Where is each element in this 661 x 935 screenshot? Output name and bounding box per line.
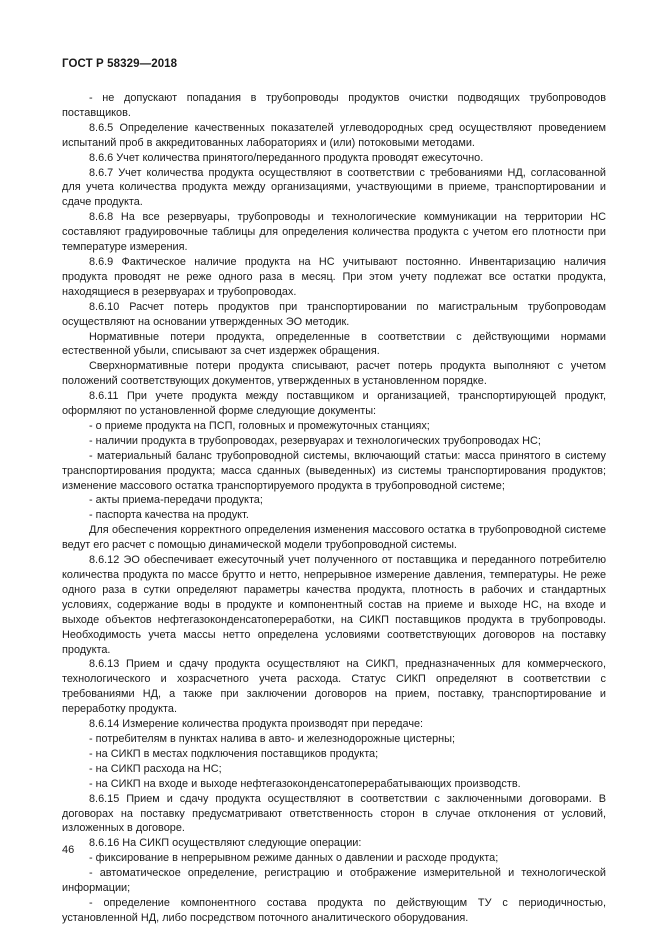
paragraph: 8.6.11 При учете продукта между поставщиком и организацией, транспортирующей продукт, оформляют по установленной форме следующие документы: <box>62 390 606 418</box>
list-item: - фиксирование в непрерывном режиме данных о давлении и расходе продукта; <box>89 852 499 865</box>
paragraph: 8.6.12 ЭО обеспечивает ежесуточный учет полученного от поставщика и переданного потребителю количества продукта по массе брутто и нетто, непрерывное измерение давления, температуры. Не реже одного раза в сутки определяют параметры качества продукта, плотность в рабочих и стандартных условиях, содержание воды в продукте и компонентный состав на приеме и выходе НС, на входе и выходе объектов нефтегазоконденсатопереработки, на СИКП поставщиков продукта в трубопроводы. Необходимость учета массы нетто определена условиями соответствующих договоров на поставку продукта. <box>62 554 606 656</box>
paragraph: 8.6.8 На все резервуары, трубопроводы и технологические коммуникации на территории НС составляют градуировочные таблицы для определения количества продукта с учетом его плотности при температуре измерения. <box>62 211 606 254</box>
paragraph: 8.6.14 Измерение количества продукта производят при передаче: <box>89 718 424 731</box>
list-item: - о приеме продукта на ПСП, головных и промежуточных станциях; <box>89 419 430 432</box>
list-item: - материальный баланс трубопроводной системы, включающий статьи: масса принятого в систему транспортирования продукта; масса сданных (выведенных) из системы транспортирования продуктов; изменение массового остатка транспортируемого продукта в трубопроводной системе; <box>62 449 606 492</box>
paragraph: 8.6.10 Расчет потерь продуктов при транспортировании по магистральным трубопроводам осуществляют на основании утвержденных ЭО методик. <box>62 300 606 328</box>
paragraph: Сверхнормативные потери продукта списывают, расчет потерь продукта выполняют с учетом положений соответствующих документов, утвержденных в установленном порядке. <box>62 360 606 388</box>
page-number: 46 <box>62 844 75 856</box>
list-item: - на СИКП на входе и выходе нефтегазоконденсатоперерабатывающих производств. <box>89 777 521 790</box>
list-item: - акты приема-передачи продукта; <box>89 494 263 507</box>
document-body <box>62 91 606 926</box>
list-item: - на СИКП в местах подключения поставщиков продукта; <box>89 747 379 760</box>
list-item: - наличии продукта в трубопроводах, резервуарах и технологических трубопроводах НС; <box>89 434 541 447</box>
paragraph: Для обеспечения корректного определения изменения массового остатка в трубопроводной системе ведут его расчет с помощью динамической модели трубопроводной системы. <box>62 524 606 552</box>
list-item: - паспорта качества на продукт. <box>89 509 249 522</box>
standard-header: ГОСТ Р 58329—2018 <box>62 58 178 70</box>
paragraph: 8.6.13 Прием и сдачу продукта осуществляют на СИКП, предназначенных для коммерческого, технологического и хозрасчетного учета расхода. Статус СИКП определяют в соответствии с требованиями НД, а также при заключении договоров на прием, поставку, транспортирование и переработку продукта. <box>62 658 606 716</box>
paragraph: Нормативные потери продукта, определенные в соответствии с действующими нормами естественной убыли, списывают за счет издержек обращения. <box>62 330 606 358</box>
paragraph: 8.6.7 Учет количества продукта осуществляют в соответствии с требованиями НД, согласованной для учета количества продукта между организациями, участвующими в приеме, транспортировании и сдаче продукта. <box>62 166 606 209</box>
list-item: - определение компонентного состава продукта по действующим ТУ с периодичностью, установленной НД, либо посредством поточного аналитического оборудования. <box>62 896 606 924</box>
list-item: - потребителям в пунктах налива в авто- и железнодорожные цистерны; <box>89 732 455 745</box>
list-item: - на СИКП расхода на НС; <box>89 762 222 775</box>
paragraph: 8.6.6 Учет количества принятого/переданного продукта проводят ежесуточно. <box>89 151 484 164</box>
paragraph: - не допускают попадания в трубопроводы продуктов очистки подводящих трубопроводов поставщиков. <box>62 92 606 119</box>
list-item: - автоматическое определение, регистрацию и отображение измерительной и технологической информации; <box>62 867 606 895</box>
paragraph: 8.6.15 Прием и сдачу продукта осуществляют в соответствии с заключенными договорами. В договорах на поставку предусматривают ответственность сторон в случае отклонения от условий, изложенных в договоре. <box>62 792 606 835</box>
paragraph: 8.6.9 Фактическое наличие продукта на НС учитывают постоянно. Инвентаризацию наличия продукта проводят не реже одного раза в месяц. При этом учету подлежат все остатки продукта, находящиеся в резервуарах и трубопроводах. <box>62 255 606 298</box>
paragraph: 8.6.5 Определение качественных показателей углеводородных сред осуществляют проведением испытаний проб в аккредитованных лабораториях и (или) потоковыми методами. <box>62 121 606 149</box>
paragraph: 8.6.16 На СИКП осуществляют следующие операции: <box>89 837 362 850</box>
